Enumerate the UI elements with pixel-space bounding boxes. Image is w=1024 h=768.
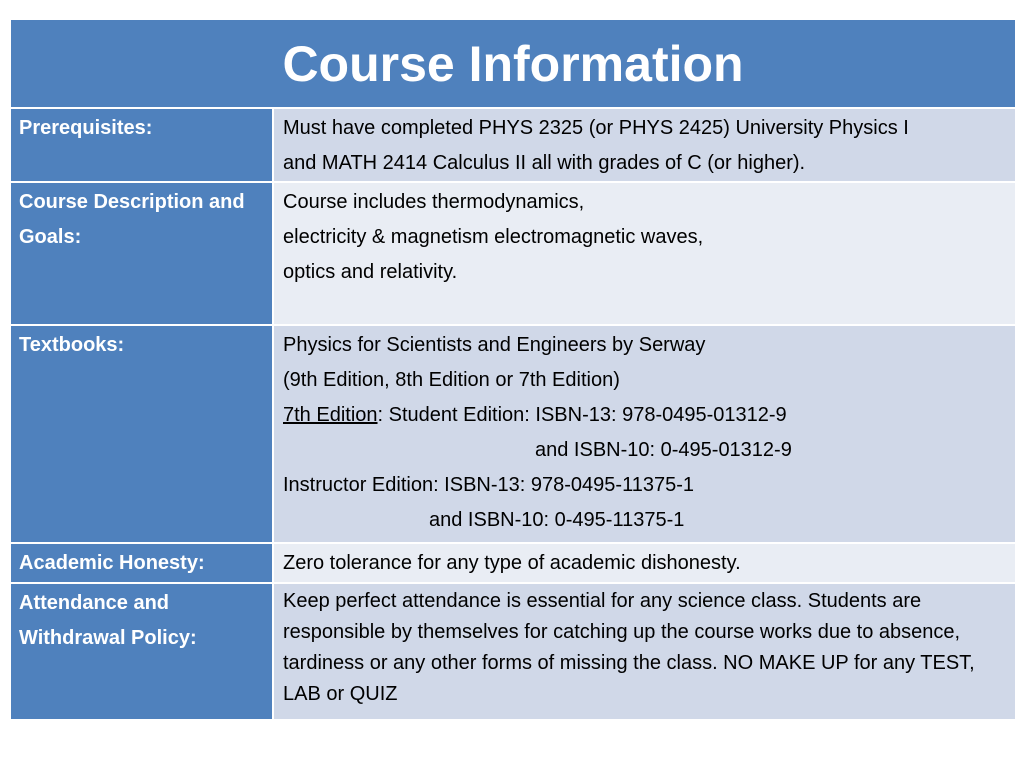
edition-underlined: 7th Edition	[283, 404, 378, 426]
row-label-course-description: Course Description and Goals:	[10, 182, 273, 325]
row-label-prerequisites: Prerequisites:	[10, 108, 273, 182]
text-line: and MATH 2414 Calculus II all with grades of C (or higher).	[283, 152, 806, 174]
text-line: and ISBN-10: 0-495-11375-1	[429, 509, 685, 531]
text-paragraph: Keep perfect attendance is essential for any science class. Students are responsible by themselves for catching up the course works due to absence, tardiness or any other forms of missing the class. NO MAKE UP for any TEST, LAB or QUIZ	[283, 590, 975, 705]
table-row-attendance	[10, 583, 1016, 720]
text-line: Must have completed PHYS 2325 (or PHYS 2425) University Physics I	[283, 117, 909, 139]
row-value-course-description	[273, 182, 1016, 325]
text-line: Instructor Edition: ISBN-13: 978-0495-11375-1	[283, 474, 694, 496]
student-edition-isbn: : Student Edition: ISBN-13: 978-0495-01312-9	[377, 404, 787, 426]
table-row-textbooks	[10, 325, 1016, 543]
text-line	[283, 398, 1005, 433]
text-line: Physics for Scientists and Engineers by Serway	[283, 334, 706, 356]
row-label-academic-honesty: Academic Honesty:	[10, 543, 273, 583]
row-value-attendance	[273, 583, 1016, 720]
text-line: Zero tolerance for any type of academic dishonesty.	[283, 552, 741, 574]
row-value-textbooks	[273, 325, 1016, 543]
row-value-academic-honesty	[273, 543, 1016, 583]
row-value-prerequisites	[273, 108, 1016, 182]
row-label-attendance: Attendance and Withdrawal Policy:	[10, 583, 273, 720]
text-line: and ISBN-10: 0-495-01312-9	[535, 439, 792, 461]
text-line: electricity & magnetism electromagnetic waves,	[283, 226, 704, 248]
course-info-table	[9, 18, 1017, 721]
page-title: Course Information	[10, 19, 1016, 108]
table-row-academic-honesty	[10, 543, 1016, 583]
table-row-course-description	[10, 182, 1016, 325]
row-label-textbooks: Textbooks:	[10, 325, 273, 543]
title-row	[10, 19, 1016, 108]
text-line: (9th Edition, 8th Edition or 7th Edition)	[283, 369, 620, 391]
text-line: Course includes thermodynamics,	[283, 191, 585, 213]
text-line: optics and relativity.	[283, 261, 458, 283]
table-row-prerequisites	[10, 108, 1016, 182]
